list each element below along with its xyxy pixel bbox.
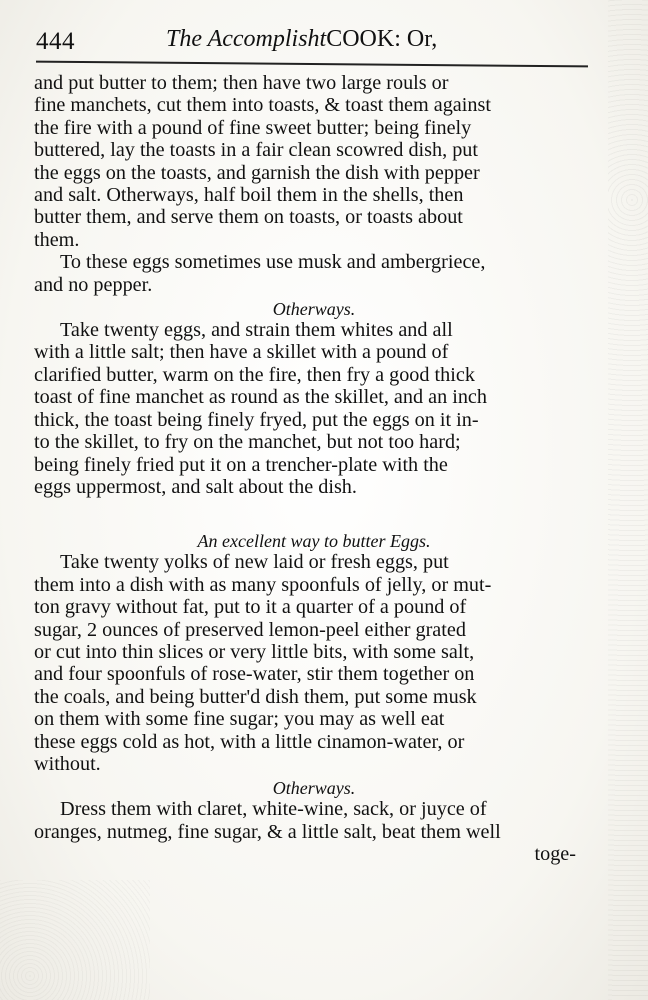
running-header (36, 22, 596, 62)
text-line: the coals, and being butter'd dish them, put some musk (34, 685, 477, 708)
text-line: oranges, nutmeg, fine sugar, & a little salt, beat them well (34, 820, 501, 843)
section-heading: Otherways. (272, 778, 356, 799)
text-line: buttered, lay the toasts in a fair clean scowred dish, put (34, 139, 478, 162)
paragraph (34, 319, 594, 498)
text-line: clarified butter, warm on the fire, then fry a good thick (34, 363, 475, 386)
text-line: or cut into thin slices or very little bits, with some salt, (34, 640, 475, 663)
page-body (34, 72, 594, 866)
text-line: ton gravy without fat, put to it a quarter of a pound of (34, 596, 467, 619)
text-line: and put butter to them; then have two large rouls or (34, 72, 449, 94)
paper-edge (608, 0, 648, 1000)
text-line: toast of fine manchet as round as the skillet, and an inch (34, 386, 487, 409)
running-title-caps: COOK: Or, (326, 26, 438, 52)
paragraph (34, 551, 594, 775)
paper-speckle (0, 880, 150, 1000)
text-line: sugar, 2 ounces of preserved lemon-peel either grated (34, 618, 466, 641)
text-line: without. (34, 752, 101, 775)
text-line: and salt. Otherways, half boil them in the shells, then (34, 184, 464, 207)
text-line: the eggs on the toasts, and garnish the dish with pepper (34, 161, 480, 184)
text-line: the fire with a pound of fine sweet butter; being finely (34, 116, 472, 139)
running-title-italic: The Accomplisht (166, 26, 327, 52)
section-heading: Otherways. (272, 299, 356, 320)
text-line: To these eggs sometimes use musk and ambergriece, (60, 251, 486, 274)
text-line: with a little salt; then have a skillet with a pound of (34, 341, 449, 364)
text-line: butter them, and serve them on toasts, or toasts about (34, 206, 463, 229)
text-line: fine manchets, cut them into toasts, & toast them against (34, 94, 491, 117)
paragraph (34, 251, 594, 296)
running-title (166, 26, 437, 53)
text-line: and no pepper. (34, 273, 153, 296)
text-line: them. (34, 228, 80, 251)
text-line: and four spoonfuls of rose-water, stir them together on (34, 663, 475, 686)
paragraph (34, 72, 594, 251)
text-line: these eggs cold as hot, with a little cinamon-water, or (34, 730, 465, 753)
paragraph (34, 798, 594, 843)
text-line: Dress them with claret, white-wine, sack, or juyce of (60, 798, 487, 821)
text-line: to the skillet, to fry on the manchet, but not too hard; (34, 431, 461, 454)
text-line: Take twenty yolks of new laid or fresh eggs, put (60, 551, 449, 574)
text-line: Take twenty eggs, and strain them whites and all (60, 319, 453, 342)
section-heading: An excellent way to butter Eggs. (197, 531, 431, 552)
text-line: eggs uppermost, and salt about the dish. (34, 475, 357, 498)
text-line: them into a dish with as many spoonfuls of jelly, or mut- (34, 573, 492, 596)
catchword: toge- (534, 843, 576, 866)
text-line: thick, the toast being finely fryed, put the eggs on it in- (34, 408, 479, 431)
text-line: on them with some fine sugar; you may as well eat (34, 708, 445, 731)
page-number: 444 (36, 28, 75, 55)
section-gap (34, 498, 594, 528)
text-line: being finely fried put it on a trencher-plate with the (34, 453, 448, 476)
